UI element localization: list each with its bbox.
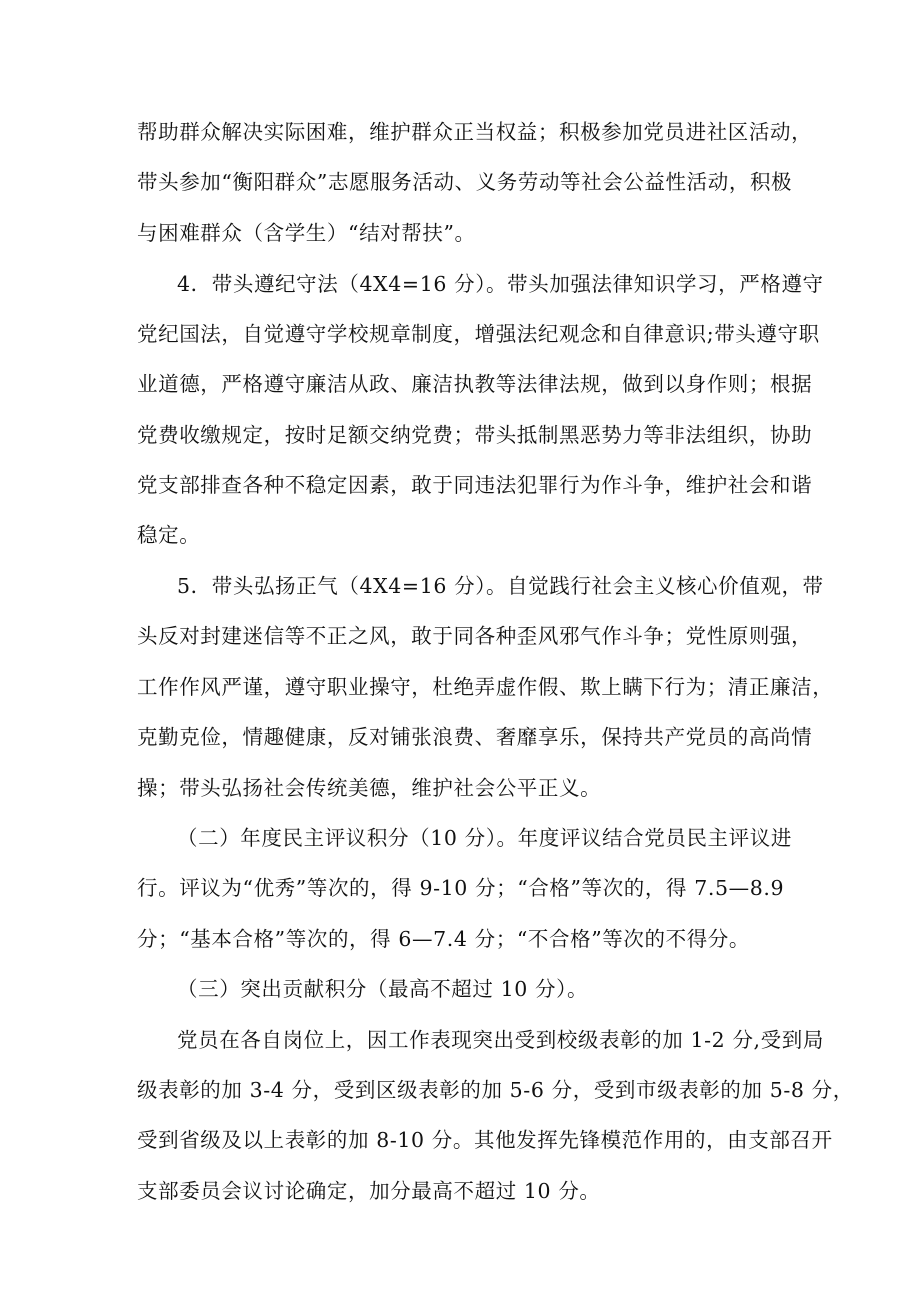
text-line: 5．带头弘扬正气（4X4=16 分）。自觉践行社会主义核心价值观，带	[177, 574, 824, 598]
text-line: 克勤克俭，情趣健康，反对铺张浪费、奢靡享乐，保持共产党员的高尚情	[137, 725, 813, 749]
text-line: 头反对封建迷信等不正之风，敢于同各种歪风邪气作斗争；党性原则强，	[137, 624, 813, 648]
text-line: 操；带头弘扬社会传统美德，维护社会公平正义。	[137, 776, 602, 800]
text-line: 党员在各自岗位上，因工作表现突出受到校级表彰的加 1-2 分,受到局	[177, 1028, 824, 1052]
text-line: 分；“基本合格”等次的，得 6—7.4 分；“不合格”等次的不得分。	[137, 927, 750, 951]
section-heading: （三）突出贡献积分（最高不超过 10 分）。	[177, 977, 589, 1001]
text-line: 支部委员会议讨论确定，加分最高不超过 10 分。	[137, 1179, 601, 1203]
text-line: 级表彰的加 3-4 分，受到区级表彰的加 5-6 分，受到市级表彰的加 5-8 分，	[137, 1078, 854, 1102]
text-line: 带头参加“衡阳群众”志愿服务活动、义务劳动等社会公益性活动，积极	[137, 170, 793, 194]
text-line: 与困难群众（含学生）“结对帮扶”。	[137, 221, 476, 245]
text-line: 党费收缴规定，按时足额交纳党费；带头抵制黑恶势力等非法组织，协助	[137, 423, 813, 447]
section-heading: （二）年度民主评议积分（10 分）。年度评议结合党员民主评议进	[177, 826, 792, 850]
text-line: 党支部排查各种不稳定因素，敢于同违法犯罪行为作斗争，维护社会和谐	[137, 473, 813, 497]
text-line: 党纪国法，自觉遵守学校规章制度，增强法纪观念和自律意识;带头遵守职	[137, 322, 820, 346]
text-line: 工作作风严谨，遵守职业操守，杜绝弄虚作假、欺上瞒下行为；清正廉洁，	[137, 675, 834, 699]
text-line: 业道德，严格遵守廉洁从政、廉洁执教等法律法规，做到以身作则；根据	[137, 372, 813, 396]
text-line: 帮助群众解决实际困难，维护群众正当权益；积极参加党员进社区活动，	[137, 120, 813, 144]
text-line: 行。评议为“优秀”等次的，得 9-10 分；“合格”等次的，得 7.5—8.9	[137, 876, 785, 900]
text-line: 4．带头遵纪守法（4X4=16 分）。带头加强法律知识学习，严格遵守	[177, 272, 824, 296]
text-line: 受到省级及以上表彰的加 8-10 分。其他发挥先锋模范作用的，由支部召开	[137, 1128, 833, 1152]
text-line: 稳定。	[137, 523, 201, 547]
